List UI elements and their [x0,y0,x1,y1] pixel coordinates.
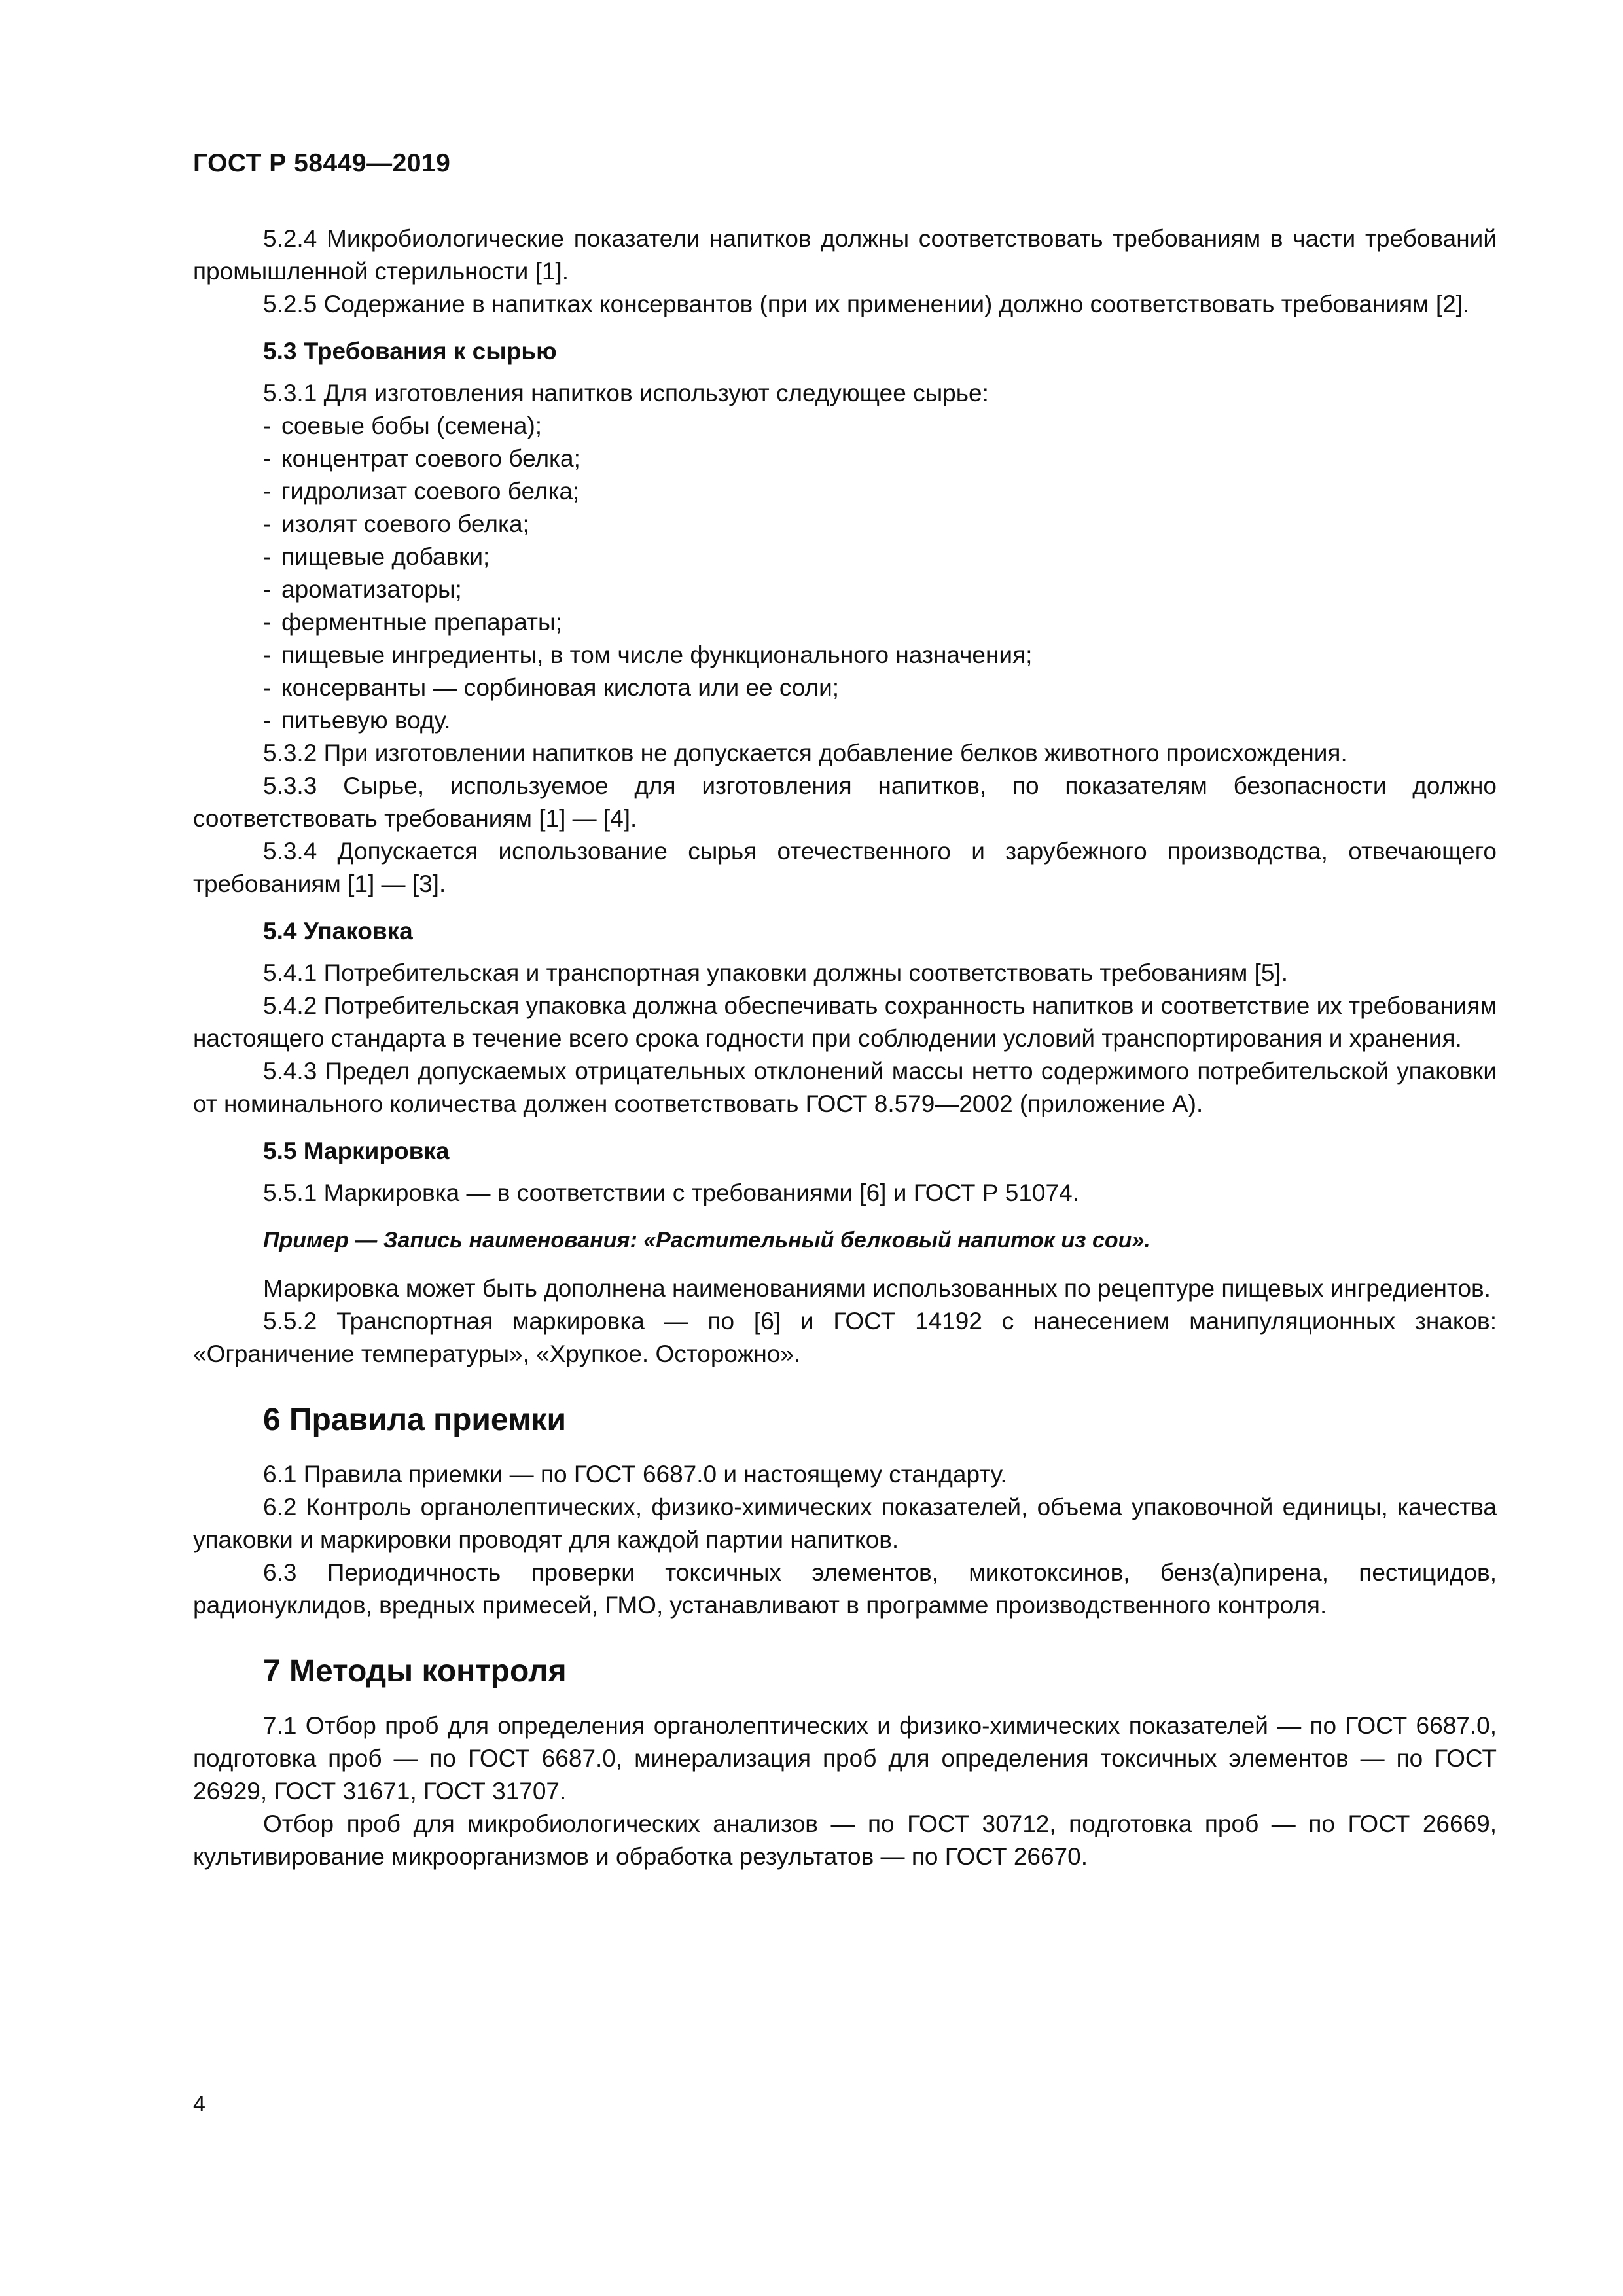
paragraph-5-3-1: 5.3.1 Для изготовления напитков используют следующее сырье: [263,380,989,406]
subsection-heading-5-5: 5.5 Маркировка [263,1138,450,1164]
list-item: - консерванты — сорбиновая кислота или ее соли; [263,674,840,701]
paragraph-7-1-continued: Отбор проб для микробиологических анализов — по ГОСТ 30712, подготовка проб — по ГОСТ 26669, культивирование микроорганизмов и обработка результатов — по ГОСТ 26670. [193,1810,1497,1870]
page-number: 4 [193,2092,205,2117]
document-code-header: ГОСТ Р 58449—2019 [193,149,451,177]
paragraph-5-2-5: 5.2.5 Содержание в напитках консервантов (при их применении) должно соответствовать требованиям [2]. [263,291,1470,317]
paragraph-5-5-2: 5.5.2 Транспортная маркировка — по [6] и ГОСТ 14192 с нанесением манипуляционных знаков: «Ограничение температуры», «Хрупкое. Осторожно». [193,1308,1497,1367]
paragraph-6-1: 6.1 Правила приемки — по ГОСТ 6687.0 и настоящему стандарту. [263,1461,1007,1488]
paragraph-6-2: 6.2 Контроль органолептических, физико-химических показателей, объема упаковочной единицы, качества упаковки и маркировки проводят для каждой партии напитков. [193,1494,1497,1553]
list-item: - гидролизат соевого белка; [263,478,580,505]
section-heading-6: 6 Правила приемки [263,1403,567,1437]
paragraph-5-5-1: 5.5.1 Маркировка — в соответствии с требованиями [6] и ГОСТ Р 51074. [263,1179,1079,1206]
paragraph-5-4-3: 5.4.3 Предел допускаемых отрицательных отклонений массы нетто содержимого потребительской упаковки от номинального количества должен соответствовать ГОСТ 8.579—2002 (приложение А). [193,1058,1497,1117]
list-item: - пищевые ингредиенты, в том числе функционального назначения; [263,641,1033,668]
paragraph-5-3-4: 5.3.4 Допускается использование сырья отечественного и зарубежного производства, отвечающего требованиям [1] — [3]. [193,838,1497,897]
paragraph-5-2-4: 5.2.4 Микробиологические показатели напитков должны соответствовать требованиям в части требований промышленной стерильности [1]. [193,225,1497,285]
document-body [193,223,1497,1873]
paragraph-5-3-2: 5.3.2 При изготовлении напитков не допускается добавление белков животного происхождения. [263,740,1347,766]
subsection-heading-5-4: 5.4 Упаковка [263,918,413,944]
list-item: - изолят соевого белка; [263,511,529,537]
list-item: - ферментные препараты; [263,609,562,636]
list-item: - питьевую воду. [263,707,451,734]
paragraph-5-4-1: 5.4.1 Потребительская и транспортная упаковки должны соответствовать требованиям [5]. [263,960,1288,986]
paragraph-7-1: 7.1 Отбор проб для определения органолептических и физико-химических показателей — по ГОСТ 6687.0, подготовка проб — по ГОСТ 6687.0, минерализация проб для определения токсичных элементов — по ГОСТ 26929, ГОСТ 31671, ГОСТ 31707. [193,1712,1497,1804]
paragraph-6-3: 6.3 Периодичность проверки токсичных элементов, микотоксинов, бенз(а)пирена, пестицидов, радионуклидов, вредных примесей, ГМО, устанавливают в программе производственного контроля. [193,1559,1497,1619]
list-item: - ароматизаторы; [263,576,462,603]
list-item: - соевые бобы (семена); [263,412,543,439]
raw-materials-list [193,410,1497,737]
paragraph-5-3-3: 5.3.3 Сырье, используемое для изготовления напитков, по показателям безопасности должно соответствовать требованиям [1] — [4]. [193,772,1497,832]
example-note: Пример — Запись наименования: «Растительный белковый напиток из сои». [263,1228,1150,1253]
paragraph-5-5-1-continued: Маркировка может быть дополнена наименованиями использованных по рецептуре пищевых ингредиентов. [263,1275,1491,1302]
subsection-heading-5-3: 5.3 Требования к сырью [263,338,557,365]
section-heading-7: 7 Методы контроля [263,1654,567,1689]
list-item: - пищевые добавки; [263,543,490,570]
paragraph-5-4-2: 5.4.2 Потребительская упаковка должна обеспечивать сохранность напитков и соответствие их требованиям настоящего стандарта в течение всего срока годности при соблюдении условий транспортирования и хранения. [193,992,1497,1052]
list-item: - концентрат соевого белка; [263,445,580,472]
